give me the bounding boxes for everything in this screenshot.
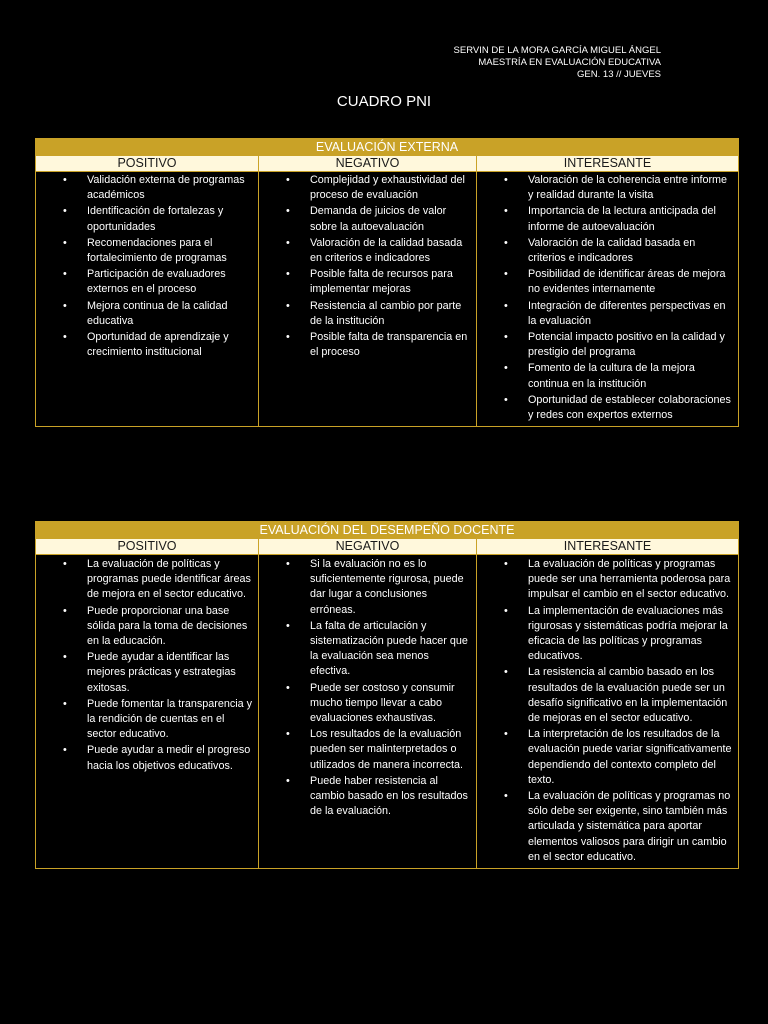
program-name: MAESTRÍA EN EVALUACIÓN EDUCATIVA: [478, 57, 661, 68]
column-header-interesante: INTERESANTE: [477, 539, 739, 555]
column-header-positivo: POSITIVO: [36, 156, 259, 172]
column-header-negativo: NEGATIVO: [259, 156, 477, 172]
list-negativo: [259, 172, 476, 363]
list-item: • Recomendaciones para el fortalecimiento de programas: [36, 236, 254, 266]
column-header-negativo: NEGATIVO: [259, 539, 477, 555]
cell-positivo: [36, 172, 259, 427]
list-interesante: [477, 555, 738, 868]
list-item: • Mejora continua de la calidad educativa: [36, 299, 254, 329]
list-item: • Fomento de la cultura de la mejora continua en la institución: [477, 361, 734, 391]
column-header-interesante: INTERESANTE: [477, 156, 739, 172]
list-positivo: [36, 555, 258, 777]
list-item: • Potencial impacto positivo en la calidad y prestigio del programa: [477, 330, 734, 360]
author-name: SERVIN DE LA MORA GARCÍA MIGUEL ÁNGEL: [453, 45, 661, 56]
list-interesante: [477, 172, 738, 426]
table-title: EVALUACIÓN EXTERNA: [36, 139, 739, 156]
list-item: • La resistencia al cambio basado en los resultados de la evaluación puede ser un desafío significativo en la implementación de mejoras en el sector educativo.: [477, 665, 734, 726]
cell-positivo: [36, 555, 259, 869]
cell-negativo: [259, 555, 477, 869]
list-item: • Puede ayudar a medir el progreso hacia los objetivos educativos.: [36, 743, 254, 773]
list-item: • Validación externa de programas académicos: [36, 173, 254, 203]
table-evaluacion-desempeno-docente: [35, 521, 739, 869]
author-header: [454, 45, 661, 81]
list-item: • La interpretación de los resultados de la evaluación puede variar significativamente dependiendo del contexto completo del texto.: [477, 727, 734, 788]
list-item: • Valoración de la calidad basada en criterios e indicadores: [259, 236, 472, 266]
list-item: • Si la evaluación no es lo suficientemente rigurosa, puede dar lugar a conclusiones erróneas.: [259, 557, 472, 618]
list-item: • Valoración de la coherencia entre informe y realidad durante la visita: [477, 173, 734, 203]
table-evaluacion-externa: [35, 138, 739, 427]
list-item: • Puede haber resistencia al cambio basado en los resultados de la evaluación.: [259, 774, 472, 820]
list-item: • Posible falta de recursos para implementar mejoras: [259, 267, 472, 297]
list-item: • La evaluación de políticas y programas puede identificar áreas de mejora en el sector educativo.: [36, 557, 254, 603]
list-item: • La falta de articulación y sistematización puede hacer que la evaluación sea menos efectiva.: [259, 619, 472, 680]
list-negativo: [259, 555, 476, 822]
list-item: • La evaluación de políticas y programas no sólo debe ser exigente, sino también más articulada y sistemática para aportar elementos valiosos para dirigir un cambio en el sector educativo.: [477, 789, 734, 865]
list-item: • Puede ser costoso y consumir mucho tiempo llevar a cabo evaluaciones exhaustivas.: [259, 681, 472, 727]
cell-negativo: [259, 172, 477, 427]
list-item: • Posible falta de transparencia en el proceso: [259, 330, 472, 360]
list-item: • Puede ayudar a identificar las mejores prácticas y estrategias exitosas.: [36, 650, 254, 696]
list-item: • Resistencia al cambio por parte de la institución: [259, 299, 472, 329]
list-item: • La implementación de evaluaciones más rigurosas y sistemáticas podría mejorar la eficacia de las políticas y programas educativos.: [477, 604, 734, 665]
page-title: CUADRO PNI: [336, 93, 432, 110]
cell-interesante: [477, 555, 739, 869]
list-item: • Importancia de la lectura anticipada del informe de autoevaluación: [477, 204, 734, 234]
table-title: EVALUACIÓN DEL DESEMPEÑO DOCENTE: [36, 522, 739, 539]
cell-interesante: [477, 172, 739, 427]
list-positivo: [36, 172, 258, 363]
list-item: • Posibilidad de identificar áreas de mejora no evidentes internamente: [477, 267, 734, 297]
list-item: • La evaluación de políticas y programas puede ser una herramienta poderosa para impulsar el cambio en el sector educativo.: [477, 557, 734, 603]
list-item: • Oportunidad de aprendizaje y crecimiento institucional: [36, 330, 254, 360]
list-item: • Valoración de la calidad basada en criterios e indicadores: [477, 236, 734, 266]
group-info: GEN. 13 // JUEVES: [577, 69, 661, 80]
column-header-positivo: POSITIVO: [36, 539, 259, 555]
list-item: • Puede fomentar la transparencia y la rendición de cuentas en el sector educativo.: [36, 697, 254, 743]
list-item: • Participación de evaluadores externos en el proceso: [36, 267, 254, 297]
list-item: • Puede proporcionar una base sólida para la toma de decisiones en la educación.: [36, 604, 254, 650]
list-item: • Integración de diferentes perspectivas en la evaluación: [477, 299, 734, 329]
list-item: • Demanda de juicios de valor sobre la autoevaluación: [259, 204, 472, 234]
list-item: • Los resultados de la evaluación pueden ser malinterpretados o utilizados de manera incorrecta.: [259, 727, 472, 773]
list-item: • Identificación de fortalezas y oportunidades: [36, 204, 254, 234]
list-item: • Complejidad y exhaustividad del proceso de evaluación: [259, 173, 472, 203]
list-item: • Oportunidad de establecer colaboraciones y redes con expertos externos: [477, 393, 734, 423]
